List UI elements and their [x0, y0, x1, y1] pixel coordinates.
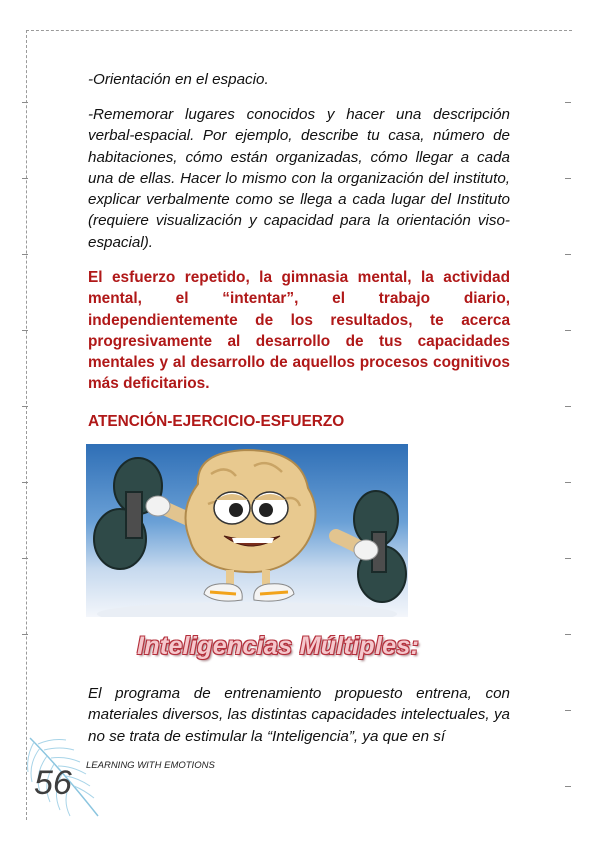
paragraph-spatial-description: -Rememorar lugares conocidos y hacer una descripción verbal-espacial. Por ejemplo, describe tu casa, número de habitaciones, cómo están organizadas, cómo llegar a cada una de ellas. Hacer lo mismo con la organización del instituto, explicar verbalmente como se llega a cada lugar del Instituto (requiere visualización y capacidad para la orientación viso-espacial). [88, 106, 510, 251]
margin-tick [22, 254, 28, 255]
slogan-attention-exercise-effort: ATENCIÓN-EJERCICIO-ESFUERZO [88, 413, 345, 430]
margin-tick [565, 482, 571, 483]
margin-tick [22, 178, 28, 179]
margin-tick [565, 786, 571, 787]
margin-tick [565, 178, 571, 179]
page-number: 56 [34, 764, 72, 802]
brain-lifting-dumbbells-illustration [86, 444, 408, 617]
paragraph-effort-highlight: El esfuerzo repetido, la gimnasia mental, la actividad mental, el “intentar”, el trabajo diario, independientemente de los resultados, te acerca progresivamente al desarrollo de tus capacidades mentales y al desarrollo de aquellos procesos cognitivos más deficitarios. [88, 269, 510, 393]
margin-tick [22, 102, 28, 103]
margin-tick [22, 482, 28, 483]
margin-tick [565, 634, 571, 635]
paragraph-orientation: -Orientación en el espacio. [88, 71, 269, 88]
margin-tick [565, 102, 571, 103]
brain-lifting-dumbbells-icon [86, 444, 408, 617]
margin-tick [565, 254, 571, 255]
margin-tick [565, 406, 571, 407]
paragraph-training-program: El programa de entrenamiento propuesto entrena, con materiales diversos, las distintas capacidades intelectuales, ya no se trata de estimular la “Inteligencia”, ya que en sí [88, 685, 510, 745]
margin-tick [565, 330, 571, 331]
margin-tick [565, 710, 571, 711]
margin-tick [565, 558, 571, 559]
margin-tick [22, 558, 28, 559]
page-frame-left [26, 30, 27, 820]
margin-tick [22, 406, 28, 407]
margin-tick [22, 634, 28, 635]
footer-title: LEARNING WITH EMOTIONS [86, 760, 215, 771]
page-frame-top [26, 30, 572, 31]
margin-tick [22, 330, 28, 331]
section-heading-multiple-intelligences: Inteligencias Múltiples: [137, 632, 420, 660]
